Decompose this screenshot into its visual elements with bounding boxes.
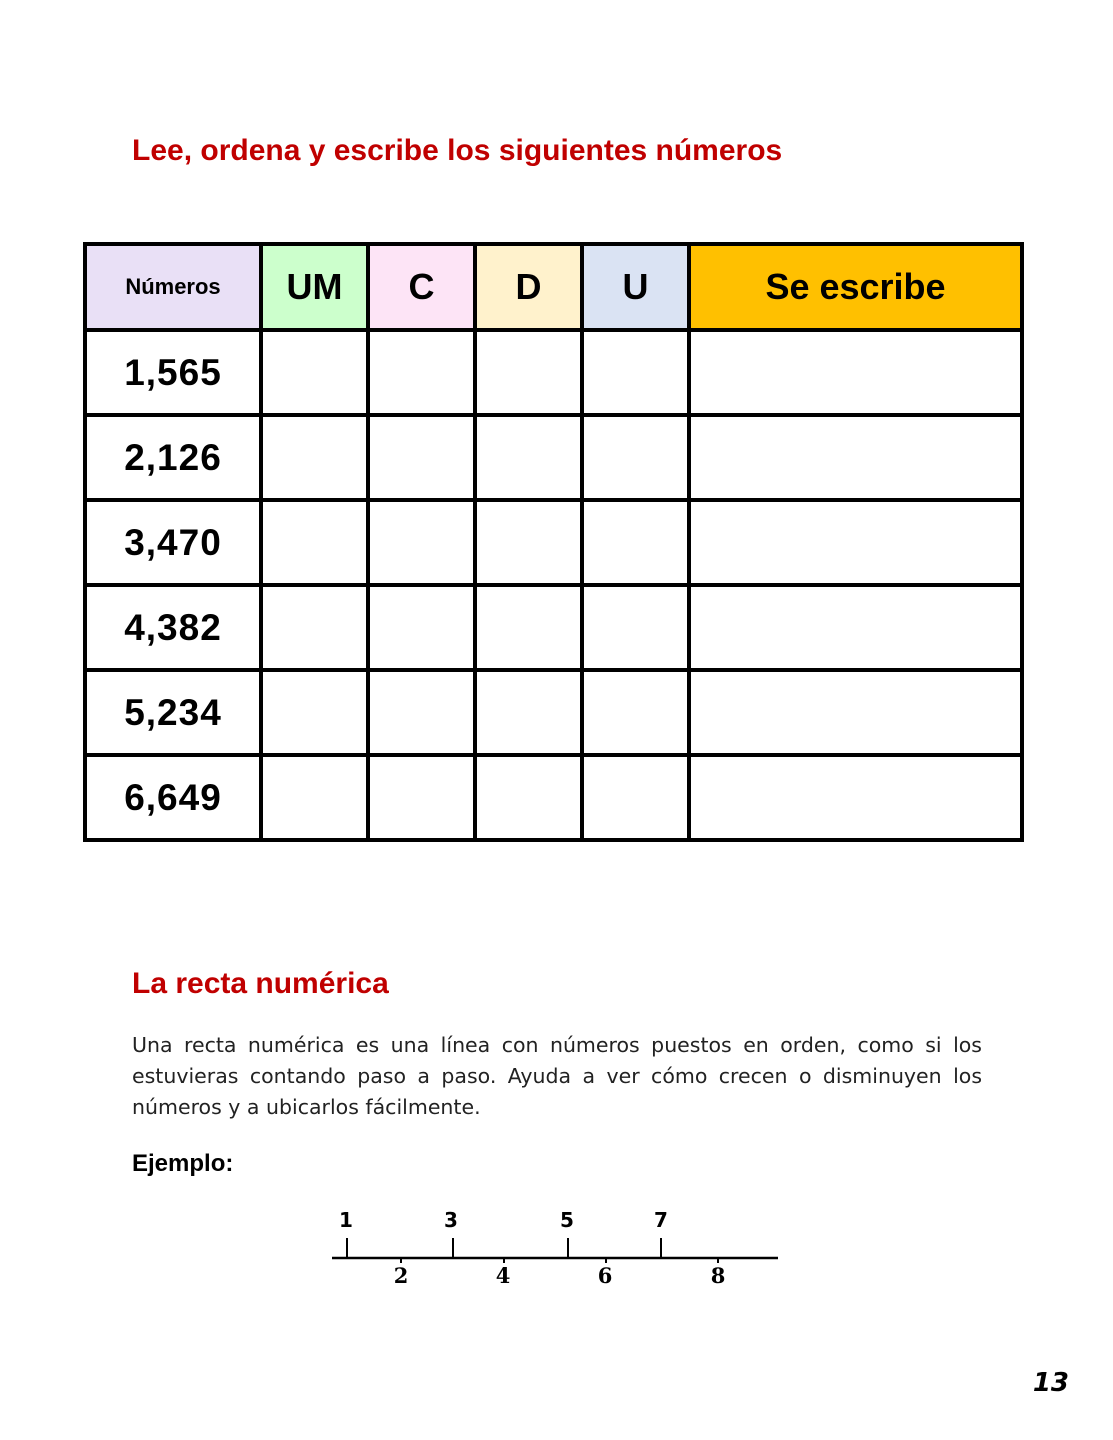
top-label: 1	[339, 1208, 353, 1232]
place-value-table	[83, 242, 1024, 842]
um-cell[interactable]	[261, 585, 368, 670]
u-cell[interactable]	[582, 500, 689, 585]
section-title: La recta numérica	[132, 967, 389, 1000]
number-line	[320, 1200, 790, 1295]
number-cell: 3,470	[85, 500, 261, 585]
u-cell[interactable]	[582, 585, 689, 670]
um-cell[interactable]	[261, 755, 368, 840]
d-cell[interactable]	[475, 670, 582, 755]
bottom-label: 6	[597, 1263, 613, 1288]
header-c: C	[368, 244, 475, 330]
u-cell[interactable]	[582, 755, 689, 840]
c-cell[interactable]	[368, 330, 475, 415]
header-se-escribe: Se escribe	[689, 244, 1022, 330]
top-label: 3	[444, 1208, 458, 1232]
u-cell[interactable]	[582, 415, 689, 500]
number-cell: 6,649	[85, 755, 261, 840]
table-header-row	[85, 244, 1022, 330]
table-row	[85, 500, 1022, 585]
u-cell[interactable]	[582, 670, 689, 755]
page-number: 13	[1032, 1368, 1069, 1398]
c-cell[interactable]	[368, 415, 475, 500]
um-cell[interactable]	[261, 415, 368, 500]
d-cell[interactable]	[475, 585, 582, 670]
example-label: Ejemplo:	[132, 1150, 234, 1177]
table-row	[85, 670, 1022, 755]
header-d: D	[475, 244, 582, 330]
c-cell[interactable]	[368, 585, 475, 670]
se-escribe-cell[interactable]	[689, 755, 1022, 840]
c-cell[interactable]	[368, 755, 475, 840]
um-cell[interactable]	[261, 500, 368, 585]
um-cell[interactable]	[261, 330, 368, 415]
header-numeros: Números	[85, 244, 261, 330]
bottom-label: 2	[393, 1263, 409, 1288]
table-row	[85, 755, 1022, 840]
d-cell[interactable]	[475, 415, 582, 500]
table-row	[85, 415, 1022, 500]
u-cell[interactable]	[582, 330, 689, 415]
number-cell: 2,126	[85, 415, 261, 500]
d-cell[interactable]	[475, 500, 582, 585]
section-paragraph: Una recta numérica es una línea con números puestos en orden, como si los estuvieras contando paso a paso. Ayuda a ver cómo crecen o disminuyen los números y a ubicarlos fácilmente.	[132, 1033, 982, 1119]
um-cell[interactable]	[261, 670, 368, 755]
header-um: UM	[261, 244, 368, 330]
c-cell[interactable]	[368, 500, 475, 585]
bottom-label: 4	[495, 1263, 511, 1288]
top-label: 5	[560, 1208, 574, 1232]
c-cell[interactable]	[368, 670, 475, 755]
se-escribe-cell[interactable]	[689, 670, 1022, 755]
number-cell: 1,565	[85, 330, 261, 415]
d-cell[interactable]	[475, 755, 582, 840]
bottom-label: 8	[710, 1263, 726, 1288]
worksheet-title: Lee, ordena y escribe los siguientes números	[132, 134, 783, 167]
table-row	[85, 585, 1022, 670]
number-cell: 5,234	[85, 670, 261, 755]
header-u: U	[582, 244, 689, 330]
se-escribe-cell[interactable]	[689, 585, 1022, 670]
table-row	[85, 330, 1022, 415]
se-escribe-cell[interactable]	[689, 415, 1022, 500]
se-escribe-cell[interactable]	[689, 330, 1022, 415]
top-label: 7	[654, 1208, 668, 1232]
se-escribe-cell[interactable]	[689, 500, 1022, 585]
d-cell[interactable]	[475, 330, 582, 415]
number-cell: 4,382	[85, 585, 261, 670]
